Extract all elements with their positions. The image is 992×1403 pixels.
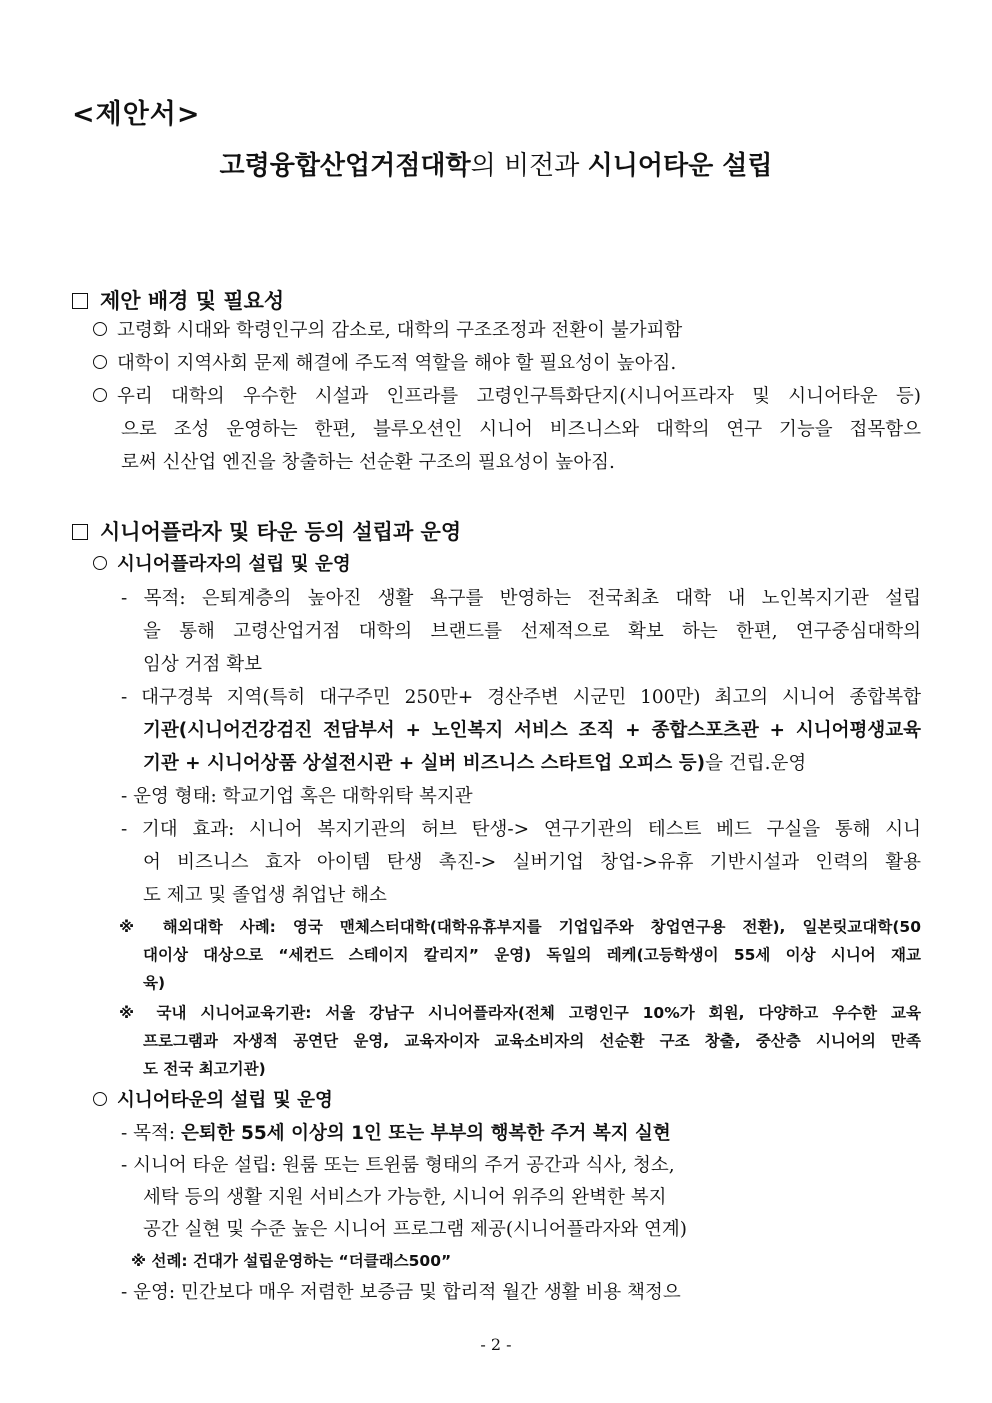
circle-bullet-icon [93,1092,107,1106]
section-heading-operation [72,516,461,546]
subsection-heading [93,1092,333,1111]
checkbox-square-icon [72,293,88,309]
bullet-text: 대학이 지역사회 문제 해결에 주도적 역할을 해야 할 필요성이 높아짐. [117,353,677,374]
section-heading-text: 제안 배경 및 필요성 [100,289,285,313]
title-part-2: 의 비전과 [470,151,588,181]
note-continuation: 대이상 대상으로 “세컨드 스테이지 칼리지” 운영) 독일의 레케(고등학생이 55세 이상 시니어 재교 [143,946,921,964]
note-continuation: 육) [143,974,166,992]
subsection-heading-text: 시니어타운의 설립 및 운영 [117,1090,333,1111]
bullet-text: 우리 대학의 우수한 시설과 인프라를 고령인구특화단지(시니어프라자 및 시니어타운 등) [117,386,921,407]
list-item-continuation: 을 통해 고령산업거점 대학의 브랜드를 선제적으로 확보 하는 한편, 연구중심대학의 [143,621,921,642]
checkbox-square-icon [72,524,88,540]
list-item-continuation: 세탁 등의 생활 지원 서비스가 가능한, 시니어 위주의 완벽한 복지 [143,1187,667,1208]
list-item: - 기대 효과: 시니어 복지기관의 허브 탄생-> 연구기관의 테스트 베드 구실을 통해 시니 [121,819,921,840]
list-item: - 운영 형태: 학교기업 혹은 대학위탁 복지관 [121,786,473,807]
list-item: - 시니어 타운 설립: 원룸 또는 트윈룸 형태의 주거 공간과 식사, 청소, [121,1155,675,1176]
note-item: ※ 국내 시니어교육기관: 서울 강남구 시니어플라자(전체 고령인구 10%가 회원, 다양하고 우수한 교육 [119,1004,921,1022]
note-item: ※ 선례: 건대가 설립운영하는 “더클래스500” [131,1252,452,1270]
note-continuation: 도 전국 최고기관) [143,1060,266,1078]
subsection-heading-text: 시니어플라자의 설립 및 운영 [117,554,351,575]
circle-bullet-icon [93,556,107,570]
note-item: ※ 해외대학 사례: 영국 맨체스터대학(대학유휴부지를 기업입주와 창업연구용 전환), 일본릿교대학(50 [119,918,921,936]
list-item-continuation: 임상 거점 확보 [143,654,262,675]
page-number: - 2 - [480,1335,512,1354]
bullet-item [93,388,921,407]
bullet-item [93,355,676,374]
list-item-continuation: 공간 실현 및 수준 높은 시니어 프로그램 제공(시니어플라자와 연계) [143,1219,687,1240]
plain-fragment: 을 건립.운영 [705,753,807,774]
circle-bullet-icon [93,355,107,369]
section-heading-background [72,285,284,315]
bold-fragment: 은퇴한 55세 이상의 1인 또는 부부의 행복한 주거 복지 실현 [181,1123,671,1144]
bullet-text: 고령화 시대와 학령인구의 감소로, 대학의 구조조정과 전환이 불가피함 [117,320,683,341]
list-item: - 운영: 민간보다 매우 저렴한 보증금 및 합리적 월간 생활 비용 책정으 [121,1282,681,1303]
bullet-item [93,322,682,341]
list-item-continuation [143,755,806,774]
document-type-tag: <제안서> [72,99,201,130]
list-item-continuation: 도 제고 및 졸업생 취업난 해소 [143,885,387,906]
title-part-1: 고령융합산업거점대학 [219,151,471,181]
circle-bullet-icon [93,322,107,336]
list-item-continuation: 기관(시니어건강검진 전담부서 + 노인복지 서비스 조직 + 종합스포츠관 + 시니어평생교육 [143,720,921,741]
list-item: - 대구경북 지역(특히 대구주민 250만+ 경산주변 시군민 100만) 최고의 시니어 종합복합 [121,687,921,708]
note-continuation: 프로그램과 자생적 공연단 운영, 교육자이자 교육소비자의 선순환 구조 창출, 중산층 시니어의 만족 [143,1032,921,1050]
list-item: - 목적: 은퇴계층의 높아진 생활 욕구를 반영하는 전국최초 대학 내 노인복지기관 설립 [121,588,921,609]
section-heading-text: 시니어플라자 및 타운 등의 설립과 운영 [100,520,462,544]
bullet-continuation: 으로 조성 운영하는 한편, 블루오션인 시니어 비즈니스와 대학의 연구 기능을 접목함으 [121,419,921,440]
document-title [0,145,992,182]
circle-bullet-icon [93,388,107,402]
list-item-continuation: 어 비즈니스 효자 아이템 탄생 촉진-> 실버기업 창업->유휴 기반시설과 인력의 활용 [143,852,921,873]
bullet-continuation: 로써 신산업 엔진을 창출하는 선순환 구조의 필요성이 높아짐. [121,452,615,473]
title-part-3: 시니어타운 설립 [587,151,773,181]
plain-fragment: - 목적: [121,1123,181,1144]
list-item [121,1125,671,1144]
subsection-heading [93,556,351,575]
bold-fragment: 기관 + 시니어상품 상설전시관 + 실버 비즈니스 스타트업 오피스 등) [143,753,706,774]
